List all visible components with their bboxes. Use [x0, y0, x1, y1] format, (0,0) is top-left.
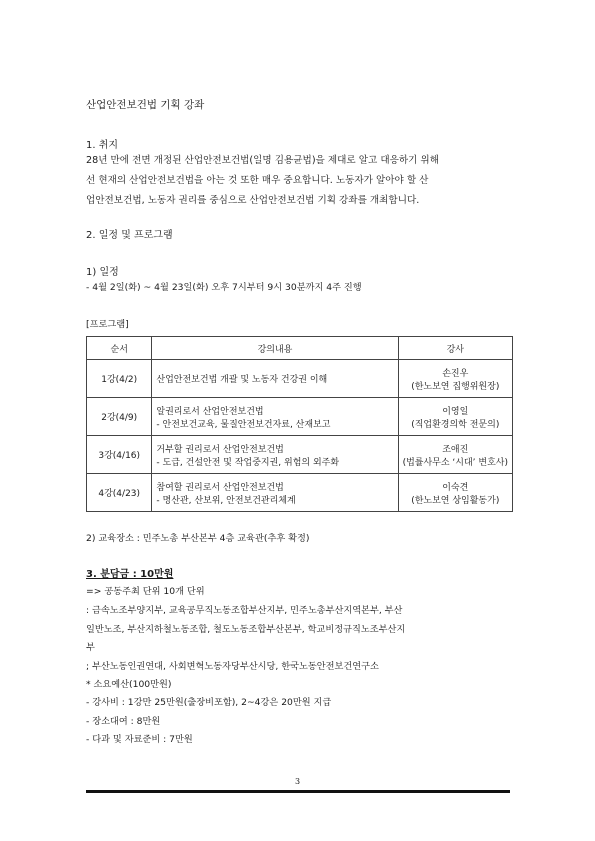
lecturer-name: 이숙견: [442, 482, 469, 493]
content-line: - 도급, 건설안전 및 작업중지권, 위험의 외주화: [156, 457, 340, 468]
lecturer: [398, 436, 512, 474]
table-row: [87, 398, 513, 436]
cohost-list-line: : 금속노조부양지부, 교육공무직노동조합부산지부, 민주노총부산지역본부, 부산: [86, 605, 403, 616]
header-lecturer: 강사: [398, 337, 512, 360]
budget-item: - 다과 및 자료준비 : 7만원: [86, 734, 193, 745]
lecture-order: 1강(4/2): [87, 360, 152, 398]
paragraph-line: 28년 만에 전면 개정된 산업안전보건법(일명 김용균법)을 제대로 알고 대응하기 위해: [86, 155, 439, 166]
content-line: 알권리로서 산업안전보건법: [156, 406, 264, 417]
section-1-heading: 1. 취지: [86, 140, 119, 151]
lecturer-name: 이영일: [442, 406, 469, 417]
cohost-list-line: 일반노조, 부산지하철노동조합, 철도노동조합부산본부, 학교비정규직노조부산지: [86, 624, 406, 635]
section-2-heading: 2. 일정 및 프로그램: [86, 230, 173, 241]
budget-item: - 강사비 : 1강만 25만원(출장비포함), 2~4강은 20만원 지급: [86, 697, 332, 708]
schedule-heading: 1) 일정: [86, 267, 119, 278]
section-3-heading: 3. 분담금 : 10만원: [86, 569, 174, 580]
section-1-paragraph: [86, 151, 512, 211]
lecturer-name: 손진우: [442, 368, 469, 379]
budget-item: - 장소대여 : 8만원: [86, 716, 161, 727]
lecture-order: 2강(4/9): [87, 398, 152, 436]
table-row: [87, 436, 513, 474]
venue-text: 2) 교육장소 : 민주노총 부산본부 4층 교육관(추후 확정): [86, 533, 310, 544]
header-order: 순서: [87, 337, 152, 360]
table-row: [87, 474, 513, 512]
lecturer: [398, 360, 512, 398]
lecture-content: [152, 360, 398, 398]
lecturer-affiliation: (직업환경의학 전문의): [411, 419, 500, 430]
content-line: 산업안전보건법 개괄 및 노동자 건강권 이해: [156, 375, 328, 385]
page-number: 3: [294, 777, 301, 786]
lecturer: [398, 474, 512, 512]
lecture-content: [152, 398, 398, 436]
lecturer-affiliation: (한노보연 상임활동가): [411, 495, 500, 506]
cohost-list-line: ; 부산노동인권연대, 사회변혁노동자당부산시당, 한국노동안전보건연구소: [86, 661, 379, 672]
paragraph-line: 업안전보건법, 노동자 권리를 중심으로 산업안전보건법 기획 강좌를 개최합니다.: [86, 195, 420, 206]
schedule-text: - 4월 2일(화) ~ 4월 23일(화) 오후 7시부터 9시 30분까지 4주 진행: [86, 282, 362, 293]
cohost-count: => 공동주최 단위 10개 단위: [86, 586, 205, 597]
document-title: 산업안전보건법 기획 강좌: [86, 99, 205, 111]
lecture-content: [152, 436, 398, 474]
budget-heading: * 소요예산(100만원): [86, 679, 172, 690]
lecturer-affiliation: (법률사무소 ‘시대’ 변호사): [402, 457, 508, 468]
content-line: 참여할 권리로서 산업안전보건법: [156, 482, 284, 493]
lecturer: [398, 398, 512, 436]
paragraph-line: 선 현재의 산업안전보건법을 아는 것 또한 매우 중요합니다. 노동자가 알아야 할 산: [86, 175, 429, 186]
table-row: [87, 360, 513, 398]
cohost-list-line: 부: [86, 642, 95, 653]
lecture-order: 3강(4/16): [87, 436, 152, 474]
table-header-row: [87, 337, 513, 360]
content-line: - 명산관, 산보위, 안전보건관리체계: [156, 495, 296, 506]
lecturer-name: 조애진: [442, 444, 469, 455]
program-table: [86, 336, 513, 512]
lecture-content: [152, 474, 398, 512]
content-line: - 안전보건교육, 물질안전보건자료, 산재보고: [156, 419, 331, 430]
header-content: 강의내용: [152, 337, 398, 360]
footer-rule: [86, 790, 510, 793]
content-line: 거부할 권리로서 산업안전보건법: [156, 444, 284, 455]
lecture-order: 4강(4/23): [87, 474, 152, 512]
lecturer-affiliation: (한노보연 집행위원장): [411, 381, 500, 392]
program-label: [프로그램]: [86, 319, 129, 330]
